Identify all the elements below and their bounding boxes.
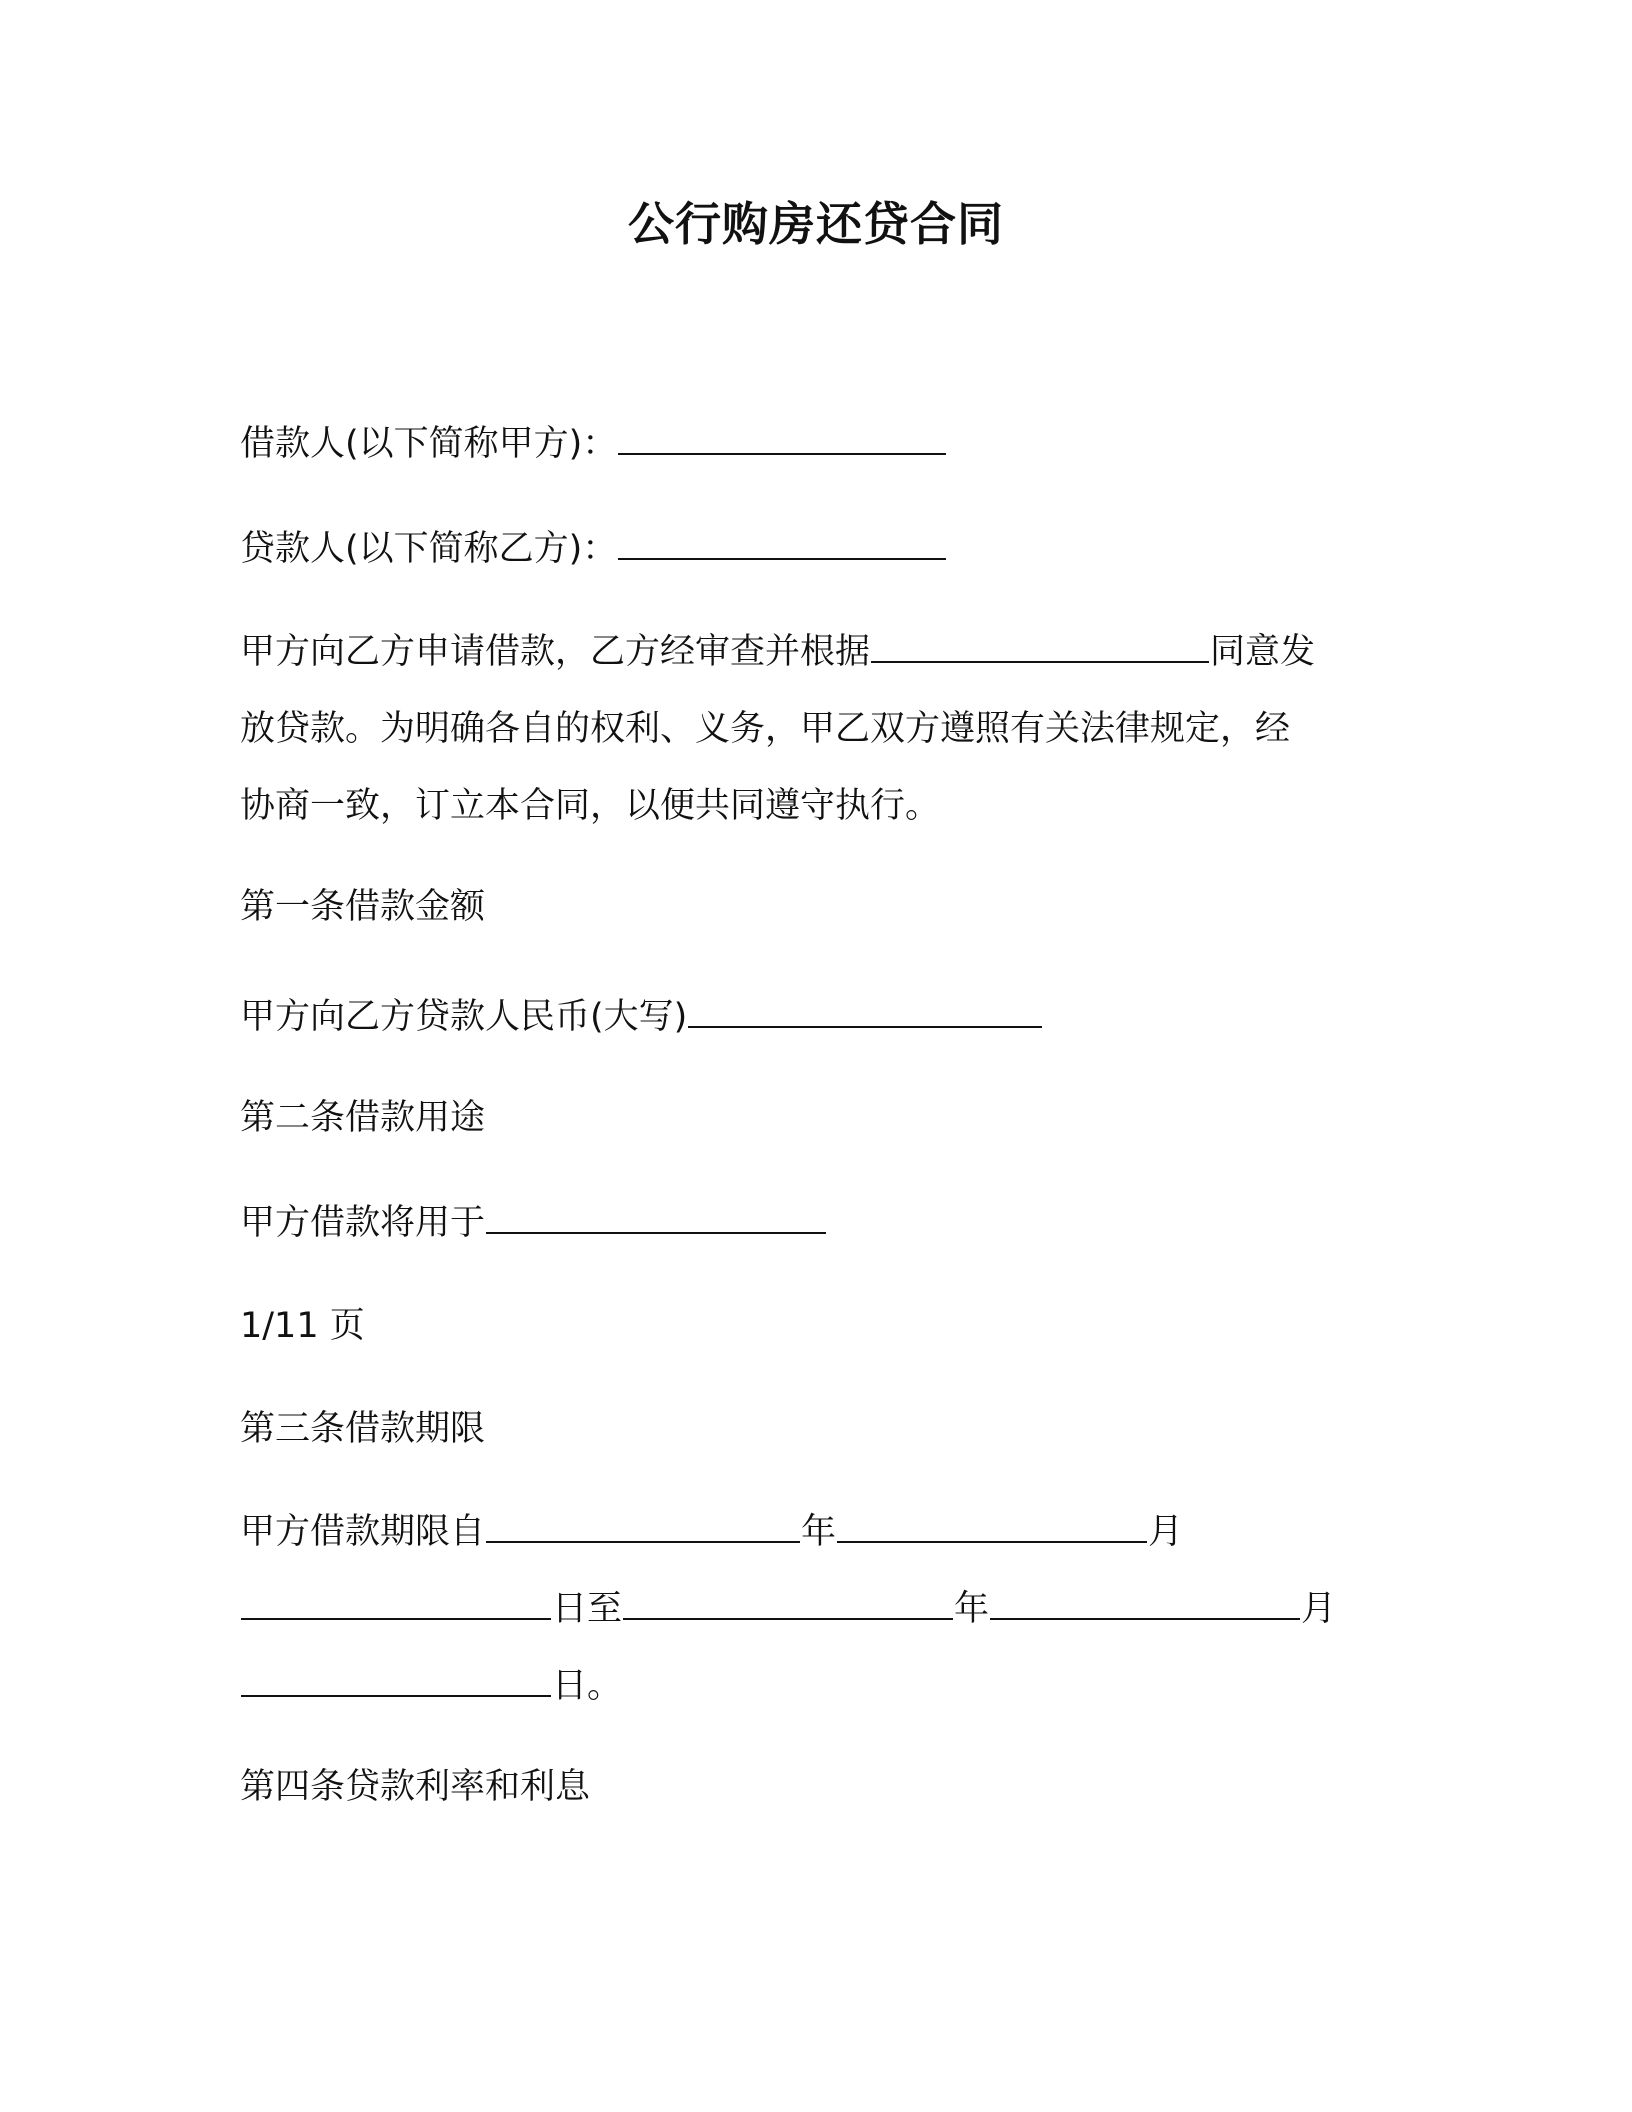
borrower-line [240, 420, 947, 468]
intro-text-1b: 同意发 [1210, 632, 1316, 672]
article2-heading: 第二条借款用途 [240, 1098, 486, 1138]
start-day-blank [241, 1588, 551, 1620]
lender-blank [618, 528, 946, 560]
article3-line-3 [240, 1662, 622, 1710]
article1-text-line [240, 993, 1043, 1041]
intro-line-1 [240, 628, 1315, 676]
article3-heading: 第三条借款期限 [240, 1409, 486, 1449]
article4-heading: 第四条贷款利率和利息 [240, 1767, 591, 1807]
article3-line-2 [240, 1585, 1336, 1633]
day-to-label: 日至 [552, 1589, 623, 1629]
end-year-label: 年 [954, 1589, 990, 1629]
basis-blank [871, 631, 1209, 663]
borrower-blank [618, 423, 946, 455]
end-day-blank [241, 1665, 551, 1697]
lender-line [240, 525, 947, 573]
start-year-blank [486, 1511, 800, 1543]
page-number: 1/11 页 [240, 1306, 365, 1346]
article3-text: 甲方借款期限自 [240, 1512, 486, 1552]
start-month-blank [837, 1511, 1147, 1543]
purpose-blank [486, 1202, 826, 1234]
borrower-label: 借款人(以下简称甲方)： [240, 424, 618, 464]
amount-blank [688, 996, 1042, 1028]
intro-line-2: 放贷款。为明确各自的权利、义务，甲乙双方遵照有关法律规定，经 [240, 709, 1291, 749]
end-year-blank [623, 1588, 953, 1620]
end-month-blank [990, 1588, 1300, 1620]
year-label: 年 [801, 1512, 837, 1552]
article2-text: 甲方借款将用于 [240, 1203, 486, 1243]
end-month-label: 月 [1301, 1589, 1337, 1629]
intro-text-1a: 甲方向乙方申请借款，乙方经审查并根据 [240, 632, 871, 672]
month-label: 月 [1148, 1512, 1184, 1552]
article2-text-line [240, 1199, 827, 1247]
article1-text: 甲方向乙方贷款人民币(大写) [240, 997, 688, 1037]
lender-label: 贷款人(以下简称乙方)： [240, 529, 618, 569]
intro-line-3: 协商一致，订立本合同，以便共同遵守执行。 [240, 786, 941, 826]
article3-line-1 [240, 1508, 1183, 1556]
document-title: 公行购房还贷合同 [628, 197, 1004, 251]
article1-heading: 第一条借款金额 [240, 887, 486, 927]
day-end-label: 日。 [552, 1666, 623, 1706]
